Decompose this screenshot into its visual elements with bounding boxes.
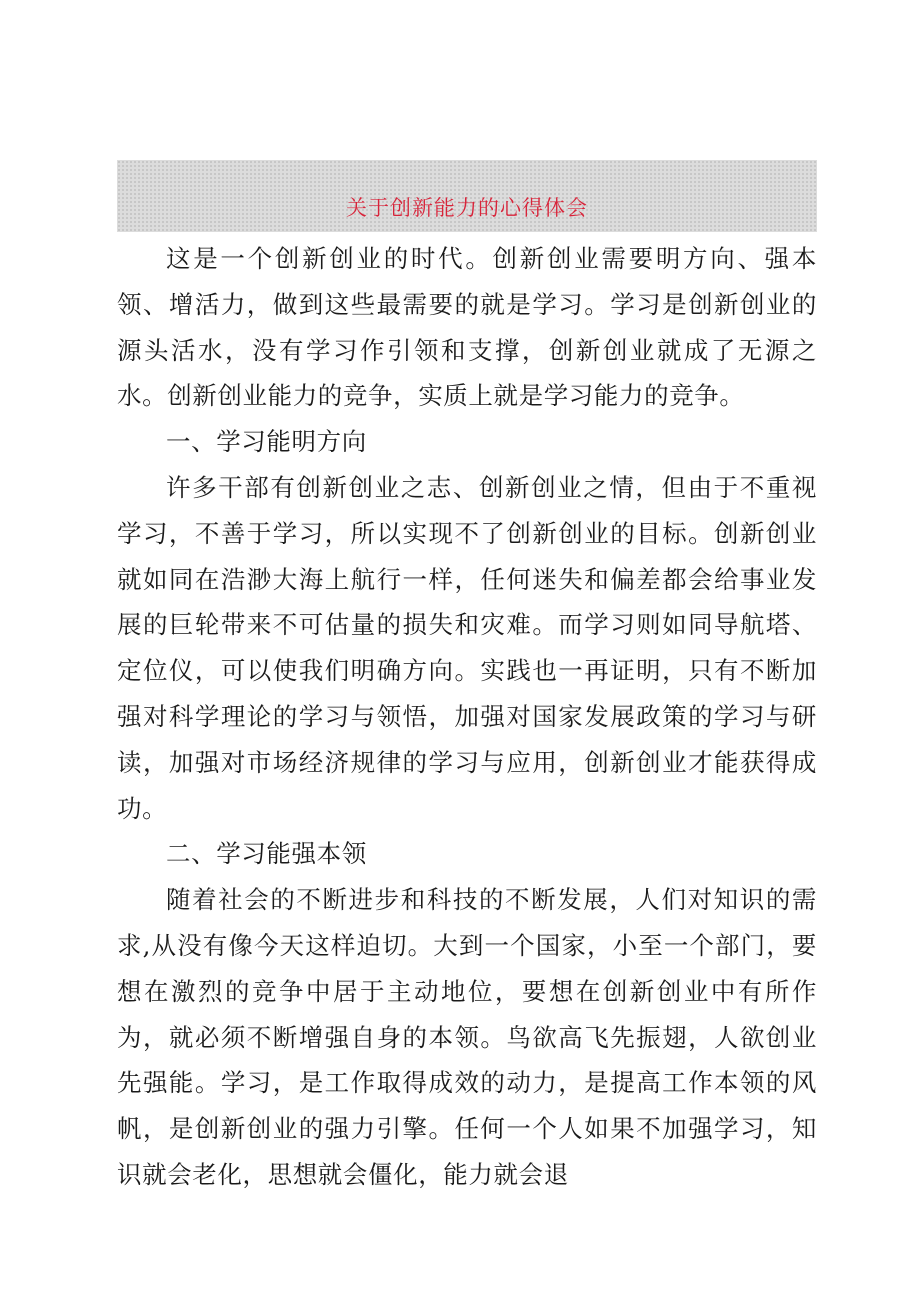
document-body — [117, 236, 817, 1198]
document-title: 关于创新能力的心得体会 — [346, 196, 588, 220]
paragraph-intro: 这是一个创新创业的时代。创新创业需要明方向、强本领、增活力，做到这些最需要的就是学习。学习是创新创业的源头活水，没有学习作引领和支撑，创新创业就成了无源之水。创新创业能力的竞争，实质上就是学习能力的竞争。 — [117, 244, 817, 411]
section-heading-1: 一、学习能明方向 — [166, 427, 367, 457]
title-banner — [117, 160, 817, 232]
section-heading-2: 二、学习能强本领 — [166, 839, 367, 869]
paragraph-direction: 许多干部有创新创业之志、创新创业之情，但由于不重视学习，不善于学习，所以实现不了创新创业的目标。创新创业就如同在浩渺大海上航行一样，任何迷失和偏差都会给事业发展的巨轮带来不可估量的损失和灾难。而学习则如同导航塔、定位仪，可以使我们明确方向。实践也一再证明，只有不断加强对科学理论的学习与领悟，加强对国家发展政策的学习与研读，加强对市场经济规律的学习与应用，创新创业才能获得成功。 — [117, 472, 817, 823]
paragraph-ability: 随着社会的不断进步和科技的不断发展，人们对知识的需求,从没有像今天这样迫切。大到一个国家，小至一个部门，要想在激烈的竞争中居于主动地位，要想在创新创业中有所作为，就必须不断增强自身的本领。鸟欲高飞先振翅，人欲创业先强能。学习，是工作取得成效的动力，是提高工作本领的风帆，是创新创业的强力引擎。任何一个人如果不加强学习，知识就会老化，思想就会僵化，能力就会退 — [117, 885, 817, 1189]
